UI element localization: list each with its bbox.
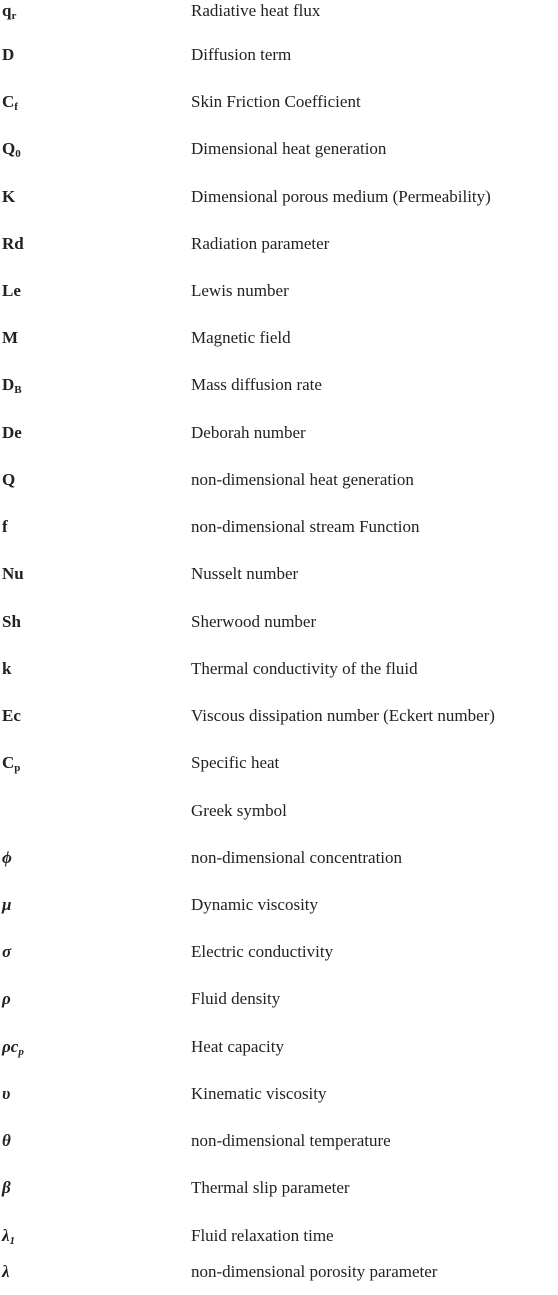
symbol: υ — [2, 1084, 11, 1103]
symbol: M — [2, 328, 19, 347]
nomenclature-row — [0, 44, 558, 74]
symbol: $\lambda_1$ — [2, 1226, 16, 1247]
nomenclature-row — [0, 563, 558, 593]
symbol: $D_B$ — [2, 375, 22, 396]
nomenclature-row — [0, 752, 558, 782]
description: non-dimensional stream Function — [191, 517, 420, 536]
symbol: $C_p$ — [2, 753, 21, 774]
description: Sherwood number — [191, 612, 317, 631]
nomenclature-row — [0, 1036, 558, 1066]
description: non-dimensional concentration — [191, 848, 403, 867]
symbol: k — [2, 659, 12, 678]
description: Nusselt number — [191, 564, 299, 583]
description: Mass diffusion rate — [191, 375, 322, 394]
description: Specific heat — [191, 753, 280, 772]
symbol: Nu — [2, 564, 24, 583]
symbol: De — [2, 423, 22, 442]
nomenclature-row — [0, 658, 558, 688]
description: Dimensional heat generation — [191, 139, 387, 158]
nomenclature-row — [0, 186, 558, 216]
nomenclature-row — [0, 91, 558, 121]
nomenclature-row — [0, 705, 558, 735]
nomenclature-row — [0, 1130, 558, 1160]
nomenclature-row — [0, 988, 558, 1018]
nomenclature-row — [0, 422, 558, 452]
nomenclature-row — [0, 1083, 558, 1113]
symbol: μ — [2, 895, 12, 914]
description: Dynamic viscosity — [191, 895, 319, 914]
description: Electric conductivity — [191, 942, 334, 961]
nomenclature-row — [0, 941, 558, 971]
description: Diffusion term — [191, 45, 292, 64]
section-heading-row — [0, 800, 558, 830]
symbol: Q — [2, 470, 16, 489]
nomenclature-row — [0, 327, 558, 357]
symbol: K — [2, 187, 16, 206]
description: Fluid density — [191, 989, 281, 1008]
symbol: Ec — [2, 706, 21, 725]
symbol: $\rho c_p$ — [2, 1037, 24, 1058]
description: Lewis number — [191, 281, 289, 300]
description: Radiation parameter — [191, 234, 330, 253]
symbol: $q_r$ — [2, 1, 17, 22]
symbol: ρ — [2, 989, 11, 1008]
symbol: ϕ — [2, 848, 12, 867]
symbol: θ — [2, 1131, 11, 1150]
nomenclature-row — [0, 894, 558, 924]
description: non-dimensional porosity parameter — [191, 1262, 438, 1281]
description: Dimensional porous medium (Permeability) — [191, 187, 491, 206]
nomenclature-row — [0, 280, 558, 310]
nomenclature-row — [0, 138, 558, 168]
nomenclature-row — [0, 611, 558, 641]
nomenclature-row — [0, 1261, 558, 1291]
description: Heat capacity — [191, 1037, 284, 1056]
nomenclature-row — [0, 1225, 558, 1255]
section-heading: Greek symbol — [191, 801, 287, 820]
description: Skin Friction Coefficient — [191, 92, 361, 111]
nomenclature-row — [0, 516, 558, 546]
symbol: D — [2, 45, 15, 64]
symbol: Le — [2, 281, 21, 300]
symbol: β — [2, 1178, 11, 1197]
nomenclature-row — [0, 0, 558, 30]
symbol: f — [2, 517, 8, 536]
description: Viscous dissipation number (Eckert number) — [191, 706, 495, 725]
symbol: $Q_0$ — [2, 139, 21, 160]
description: Kinematic viscosity — [191, 1084, 327, 1103]
symbol: σ — [2, 942, 12, 961]
description: Magnetic field — [191, 328, 291, 347]
nomenclature-row — [0, 233, 558, 263]
symbol: λ — [2, 1262, 10, 1281]
nomenclature-row — [0, 847, 558, 877]
description: Deborah number — [191, 423, 306, 442]
description: Fluid relaxation time — [191, 1226, 334, 1245]
nomenclature-row — [0, 374, 558, 404]
description: non-dimensional heat generation — [191, 470, 414, 489]
description: non-dimensional temperature — [191, 1131, 391, 1150]
nomenclature-row — [0, 1177, 558, 1207]
nomenclature-row — [0, 469, 558, 499]
symbol: Rd — [2, 234, 24, 253]
symbol: Sh — [2, 612, 21, 631]
description: Radiative heat flux — [191, 1, 321, 20]
description: Thermal conductivity of the fluid — [191, 659, 418, 678]
description: Thermal slip parameter — [191, 1178, 350, 1197]
symbol: $C_f$ — [2, 92, 18, 113]
